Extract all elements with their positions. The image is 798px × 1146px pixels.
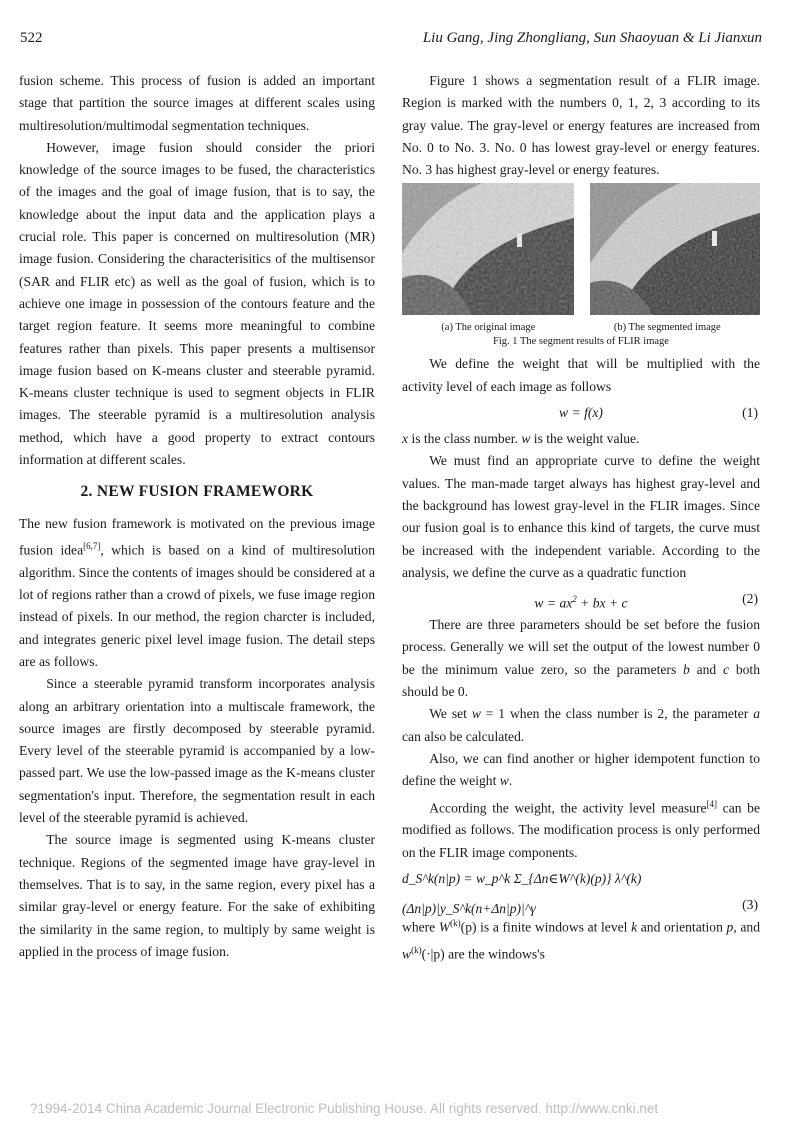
paragraph: There are three parameters should be set before the fusion process. Generally we will set the output of the lowest number 0 be the minimum value zero, so the parameters b and c both should be 0.: [402, 617, 760, 700]
paragraph: Since a steerable pyramid transform incorporates analysis along an arbitrary orientation into a multiscale framework, the source images are firstly decomposed by steerable pyramid. Every level of the steerable pyramid is accompanied by a low-passed part. We use the low-passed image as the K-means cluster segmentation's input. Therefore, the segmentation result in each level of the steerable pyramid is achieved.: [19, 676, 375, 826]
figure-caption: Fig. 1 The segment results of FLIR image: [493, 336, 669, 348]
paragraph: Figure 1 shows a segmentation result of a FLIR image. Region is marked with the numbers 0, 1, 2, 3 according to its gray value. The gray-level or energy features are increased from No. 0 to No. 3. No. 0 has lowest gray-level or energy features. No. 3 has highest gray-level or energy features.: [402, 73, 760, 178]
equation-2: $w = ax^2$ + bx + c (2): [402, 584, 760, 614]
copyright-watermark: ?1994-2014 China Academic Journal Electronic Publishing House. All rights reserved. http://www.cnki.net: [30, 1101, 659, 1116]
paragraph: fusion scheme. This process of fusion is added an important stage that partition the source images at different scales using multiresolution/multimodal segmentation techniques.: [19, 73, 375, 133]
right-column: [402, 70, 760, 966]
figure-subcaptions: [402, 321, 760, 335]
paragraph: We must find an appropriate curve to define the weight values. The man-made target always has highest gray-level and the background has lowest gray-level in the FLIR images. Since our fusion goal is to enhance this kind of targets, the curve must be increased with the independent variable. According to the analysis, we define the curve as a quadratic function: [402, 453, 760, 580]
paragraph: According the weight, the activity level measure[4] can be modified as follows. The modification process is only performed on the FLIR image components.: [402, 798, 760, 860]
paragraph: where $W^{(k)}(p)$ is a finite windows at level k and orientation p, and $w^{(k)}(\cdot|p)$ are the windows's: [402, 917, 760, 962]
equation-number: (1): [742, 405, 758, 421]
paragraph: We set w = 1 when the class number is 2, the parameter a can also be calculated.: [402, 706, 760, 744]
citation: [4]: [706, 798, 718, 809]
paragraph: We define the weight that will be multiplied with the activity level of each image as follows: [402, 356, 760, 394]
segmented-flir-image: [590, 183, 760, 315]
subcaption-a: (a) The original image: [441, 322, 536, 334]
equation-3: d_S^k(n|p) = w_p^k Σ_{Δn∈W^(k)(p)} λ^(k)(Δn|p)|y_S^k(n+Δn|p)|^γ (3): [402, 864, 760, 912]
paragraph: The new fusion framework is motivated on the previous image fusion idea[6,7], which is based on a kind of multiresolution algorithm. Since the contents of images should be considered at a lot of regions rather than a crowd of pixels, we fuse image region instead of pixels. In our method, the region charcter is included, and integrates generic pixel level image fusion. The detail steps are as follows.: [19, 515, 375, 669]
equation-1: w = f(x) (1): [402, 398, 760, 428]
figure-1: [402, 183, 760, 315]
subcaption-b: (b) The segmented image: [613, 322, 721, 334]
page-number: 522: [20, 30, 43, 46]
equation-number: (3): [742, 896, 758, 912]
equation-number: (2): [742, 591, 758, 607]
running-title: Liu Gang, Jing Zhongliang, Sun Shaoyuan & Li Jianxun: [422, 30, 762, 46]
paragraph: However, image fusion should consider the priori knowledge of the source images to be fused, the characteristics of the images and the goal of image fusion, that is to say, the knowledge about the input data and the application plays a crucial role. This paper is concerned on multiresolution (MR) image fusion. Considering the characterisitics of the multisensor (SAR and FLIR etc) as well as the goal of fusion, which is to achieve one image in possession of the contours feature and the target region feature. It seems more meaningful to combine features rather than pixels. This paper presents a multisensor image fusion based on K-means cluster and steerable pyramid. K-means cluster technique is used to segment objects in FLIR images. The steerable pyramid is a multiresolution analysis method, which have a good property to extract contours information at different scales.: [19, 139, 375, 468]
paragraph: x is the class number. w is the weight value.: [402, 431, 640, 447]
original-flir-image: [402, 183, 574, 315]
citation: [6,7]: [83, 540, 101, 551]
section-heading: 2. NEW FUSION FRAMEWORK: [80, 483, 314, 501]
paragraph: The source image is segmented using K-means cluster technique. Regions of the segmented image have gray-level in themselves. That is to say, in the same region, every pixel has a similar gray-level or energy feature. For the sake of exhibiting the similarity in the same region, to multiply by same weight is applied in the process of image fusion.: [19, 832, 375, 959]
paragraph: Also, we can find another or higher idempotent function to define the weight w.: [402, 750, 760, 789]
left-column: [19, 70, 375, 963]
